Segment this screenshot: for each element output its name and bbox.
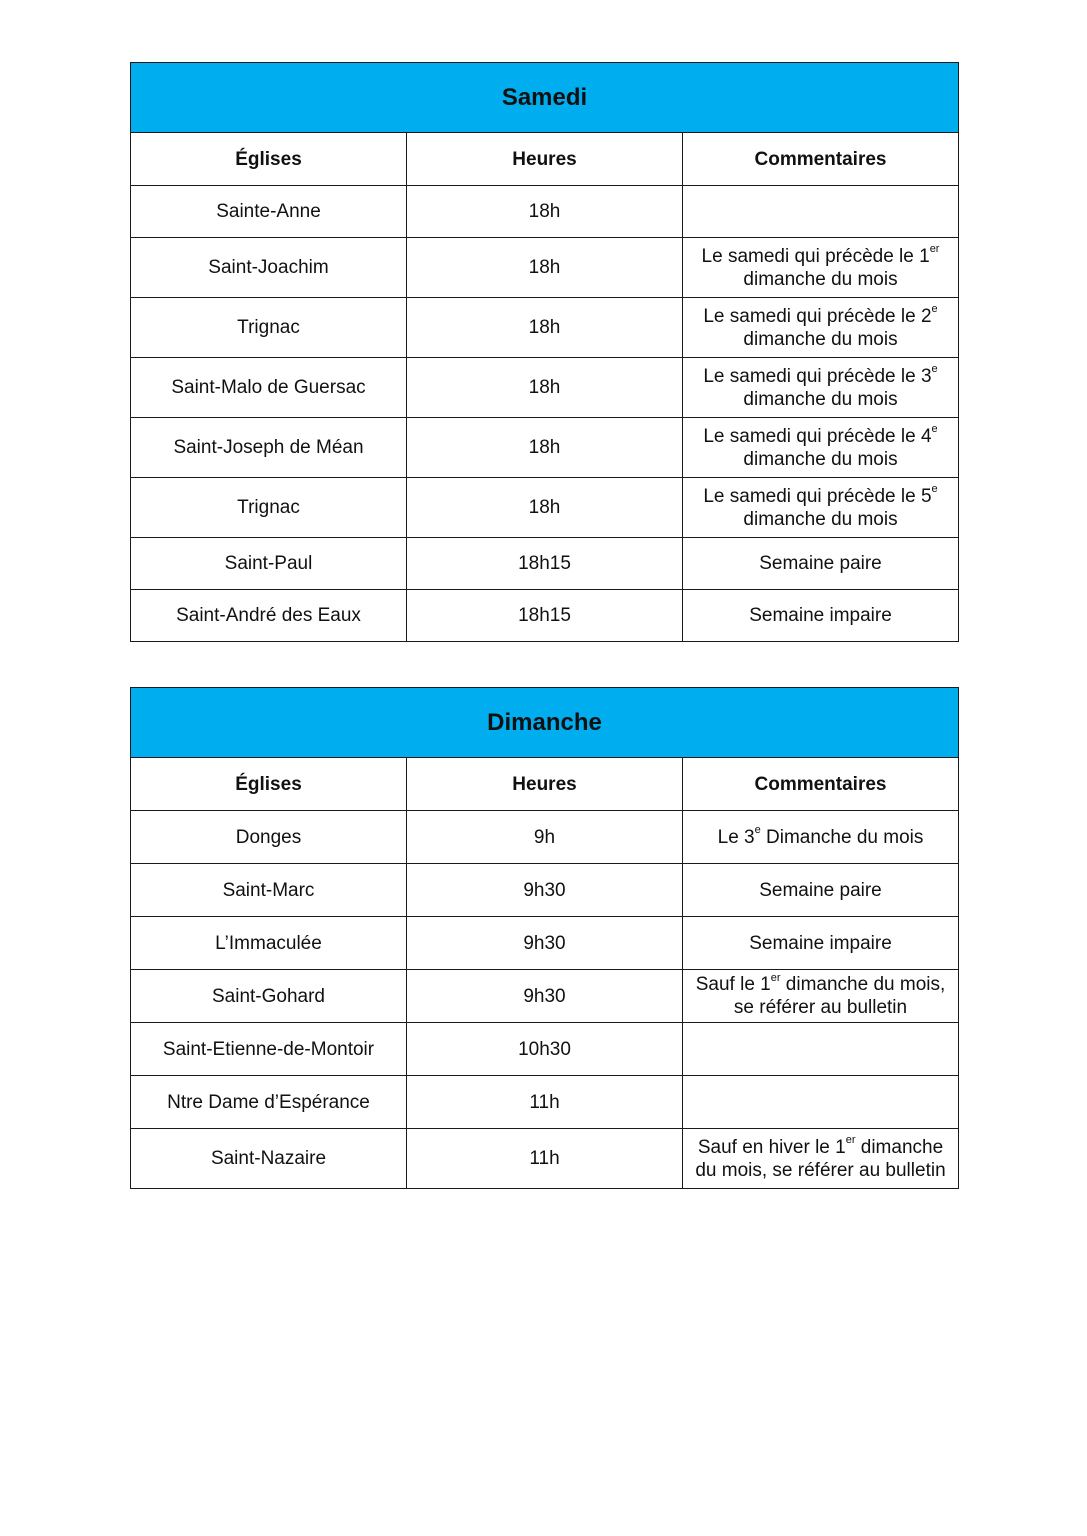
eglise-cell: Saint-Paul (131, 538, 407, 590)
eglise-cell: Saint-Marc (131, 864, 407, 917)
column-header-eglises: Églises (131, 758, 407, 811)
commentaire-cell (683, 238, 959, 298)
commentaire-cell: Semaine paire (683, 538, 959, 590)
table-row (131, 238, 959, 298)
eglise-cell: L’Immaculée (131, 917, 407, 970)
commentaire-cell (683, 970, 959, 1023)
commentaire-text-line2: dimanche du mois (743, 388, 898, 410)
table-row (131, 358, 959, 418)
commentaire-text: Le samedi qui précède le 5 (703, 485, 932, 507)
ordinal-suffix: er (929, 243, 940, 256)
commentaire-text: Le samedi qui précède le 2 (703, 305, 932, 327)
commentaire-cell: Semaine paire (683, 864, 959, 917)
eglise-cell: Saint-Gohard (131, 970, 407, 1023)
table-row (131, 538, 959, 590)
heure-cell: 11h (407, 1129, 683, 1189)
commentaire-cell (683, 418, 959, 478)
table-row (131, 1023, 959, 1076)
eglise-cell: Trignac (131, 478, 407, 538)
eglise-cell: Saint-Joseph de Méan (131, 418, 407, 478)
heure-cell: 18h (407, 298, 683, 358)
table-row (131, 864, 959, 917)
eglise-cell: Saint-André des Eaux (131, 590, 407, 642)
heure-cell: 9h30 (407, 864, 683, 917)
heure-cell: 9h (407, 811, 683, 864)
eglise-cell: Donges (131, 811, 407, 864)
ordinal-suffix: e (931, 303, 938, 316)
table-row (131, 1076, 959, 1129)
samedi-table (130, 62, 959, 642)
commentaire-text: Le 3 (717, 826, 755, 848)
heure-cell: 18h15 (407, 538, 683, 590)
column-header-heures: Heures (407, 133, 683, 186)
commentaire-text: Le samedi qui précède le 4 (703, 425, 932, 447)
ordinal-suffix: e (754, 824, 761, 837)
heure-cell: 18h (407, 186, 683, 238)
commentaire-cell: Semaine impaire (683, 590, 959, 642)
heure-cell: 18h (407, 238, 683, 298)
eglise-cell: Sainte-Anne (131, 186, 407, 238)
table-row (131, 478, 959, 538)
heure-cell: 9h30 (407, 970, 683, 1023)
commentaire-cell (683, 358, 959, 418)
commentaire-text-line2: se référer au bulletin (733, 997, 908, 1018)
commentaire-cell (683, 811, 959, 864)
commentaire-text-line2: dimanche du mois (743, 448, 898, 470)
dimanche-table (130, 687, 959, 1189)
heure-cell: 18h (407, 358, 683, 418)
heure-cell: 18h15 (407, 590, 683, 642)
commentaire-cell: Semaine impaire (683, 917, 959, 970)
column-header-commentaires: Commentaires (683, 758, 959, 811)
heure-cell: 18h (407, 418, 683, 478)
column-header-heures: Heures (407, 758, 683, 811)
commentaire-cell (683, 298, 959, 358)
eglise-cell: Saint-Etienne-de-Montoir (131, 1023, 407, 1076)
ordinal-suffix: e (931, 423, 938, 436)
commentaire-cell (683, 1129, 959, 1189)
heure-cell: 18h (407, 478, 683, 538)
commentaire-text: Le samedi qui précède le 1 (701, 245, 930, 267)
samedi-title: Samedi (131, 63, 959, 133)
commentaire-text-line2: dimanche du mois (743, 508, 898, 530)
commentaire-cell (683, 478, 959, 538)
commentaire-text-end: Dimanche du mois (760, 826, 924, 848)
commentaire-cell (683, 1023, 959, 1076)
table-row (131, 970, 959, 1023)
table-row (131, 418, 959, 478)
table-row (131, 1129, 959, 1189)
column-header-eglises: Églises (131, 133, 407, 186)
commentaire-text-line2: dimanche du mois (743, 268, 898, 290)
commentaire-text: Sauf en hiver le 1 (697, 1136, 846, 1158)
table-row (131, 917, 959, 970)
commentaire-cell (683, 186, 959, 238)
commentaire-text-line2: du mois, se référer au bulletin (695, 1159, 946, 1181)
commentaire-text: Le samedi qui précède le 3 (703, 365, 932, 387)
commentaire-text: Sauf le 1 (695, 974, 771, 995)
heure-cell: 9h30 (407, 917, 683, 970)
commentaire-text-line2: dimanche du mois (743, 328, 898, 350)
commentaire-cell (683, 1076, 959, 1129)
ordinal-suffix: e (931, 483, 938, 496)
dimanche-title: Dimanche (131, 688, 959, 758)
heure-cell: 10h30 (407, 1023, 683, 1076)
eglise-cell: Ntre Dame d’Espérance (131, 1076, 407, 1129)
eglise-cell: Saint-Malo de Guersac (131, 358, 407, 418)
heure-cell: 11h (407, 1076, 683, 1129)
column-header-commentaires: Commentaires (683, 133, 959, 186)
table-row (131, 298, 959, 358)
ordinal-suffix: e (931, 363, 938, 376)
table-row (131, 811, 959, 864)
commentaire-text-end: dimanche (855, 1136, 944, 1158)
eglise-cell: Saint-Nazaire (131, 1129, 407, 1189)
ordinal-suffix: er (770, 971, 781, 984)
eglise-cell: Trignac (131, 298, 407, 358)
eglise-cell: Saint-Joachim (131, 238, 407, 298)
commentaire-text-end: dimanche du mois, (780, 974, 946, 995)
table-row (131, 590, 959, 642)
table-row (131, 186, 959, 238)
ordinal-suffix: er (845, 1134, 856, 1147)
